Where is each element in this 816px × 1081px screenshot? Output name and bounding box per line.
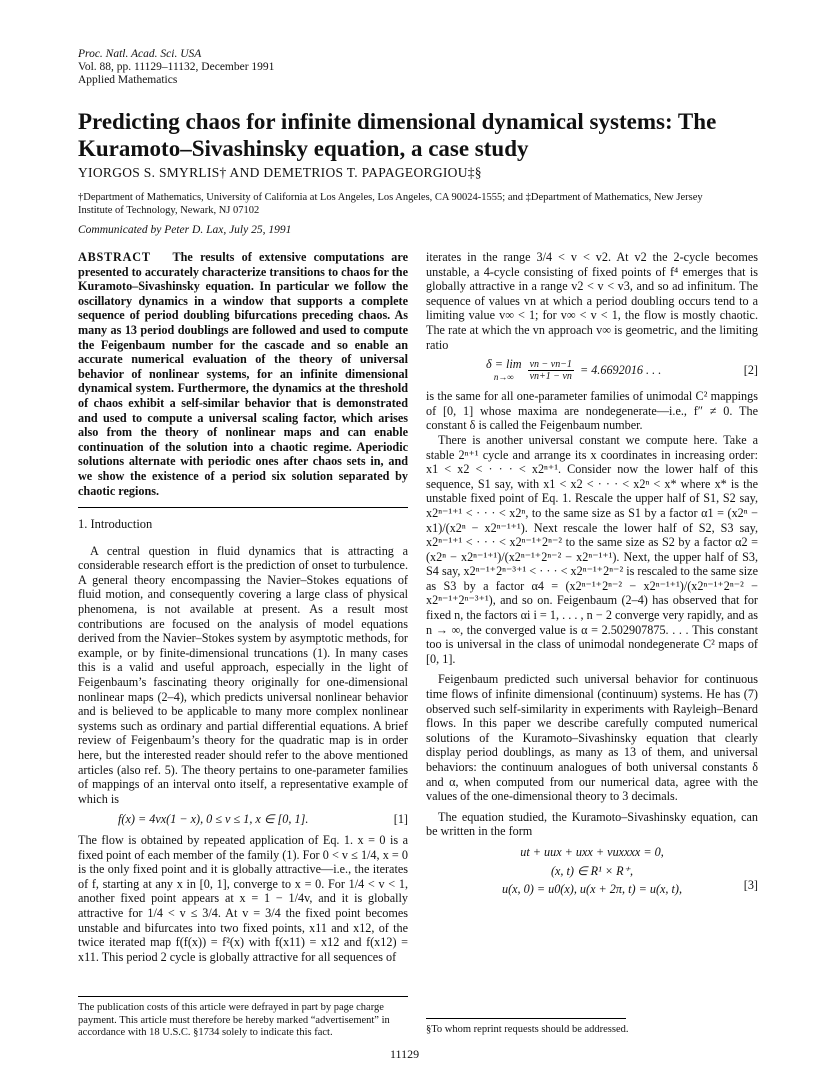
right-paragraph-4: Feigenbaum predicted such universal behavior for continuous time flows of infinite dimensional (continuum) systems. He has (7) observed such self-similarity in experiments with Rayleigh–Benard flows. In this paper we describe carefully computed numerical solutions of the Kuramoto–Sivashinsky equation that clearly display period doublings, as many as 13 of them, and universal behaviors: the continuum analogues of both universal constants δ and α, when computed from our numerical data, agree with the values of the one-dimensional theory to 3 decimals.	[426, 672, 758, 804]
journal-name: Proc. Natl. Acad. Sci. USA	[78, 48, 202, 60]
right-paragraph-2: is the same for all one-parameter families of unimodal C² mappings of [0, 1] whose maxima are nondegenerate—i.e., f″ ≠ 0. The constant δ is called the Feigenbaum number.	[426, 389, 758, 433]
intro-paragraph-2: The flow is obtained by repeated application of Eq. 1. x = 0 is a fixed point of each member of the family (1). For 0 < v ≤ 1/4, x = 0 is the only fixed point and it is globally attractive—i.e., the iterates of f, starting at any x in [0, 1], converge to x = 0. For 1/4 < v < 1, another fixed point appears at x = 1 − 1/4v, and it is globally attractive for 1/4 < v ≤ 3/4. At v = 3/4 the fixed point becomes unstable and bifurcates into two fixed points, x11 and x12, of the twice iterated map f(f(x)) = f²(x) with f(x11) = x12 and f(x12) = x11. This period 2 cycle is globally attractive for all sequences of	[78, 832, 408, 964]
equation-2-value: = 4.6692016 . . .	[579, 363, 662, 378]
abstract	[78, 250, 408, 498]
footnote-rule-right	[426, 1018, 626, 1019]
equation-2-limit-subscript: n→∞	[493, 372, 514, 383]
abstract-label: ABSTRACT	[78, 250, 151, 264]
authors: YIORGOS S. SMYRLIS† AND DEMETRIOS T. PAPAGEORGIOU‡§	[78, 165, 482, 180]
paper-title: Predicting chaos for infinite dimensional dynamical systems: The Kuramoto–Sivashinsky equation, a case study	[78, 109, 717, 161]
right-paragraph-5: The equation studied, the Kuramoto–Sivashinsky equation, can be written in the form	[426, 809, 758, 839]
abstract-text: The results of extensive computations are presented to accurately characterize transitions to chaos for the Kuramoto–Sivashinsky equation. In particular we follow the oscillatory dynamics in a window that supports a complete sequence of period doubling bifurcations preceding chaos. As many as 13 period doublings are followed and used to compute the Feigenbaum number for the cascade and so enable an accurate numerical evaluation of the theory of universal behavior of nonlinear systems, for an infinite dimensional dynamical system. Furthermore, the dynamics at the threshold of chaos exhibit a self-similar behavior that is demonstrated and used to compute a universal scaling factor, which arises also from the theory of nonlinear maps and can enable continuation of the solution into a chaotic regime. Aperiodic solutions alternate with periodic ones after chaos sets in, and we show the existence of a period six solution separated by chaotic regions.	[78, 250, 408, 498]
intro-paragraph-1: A central question in fluid dynamics that is attracting a considerable research effort is the prediction of onset to turbulence. A general theory encompassing the Navier–Stokes equations of fluid motion, and consequently covering a large class of physical phenomena, is not available at present. As a result most contributions are focused on the analysis of model equations derived from the Navier–Stokes system by asymptotic methods, for example, or by finite-dimensional truncations (1). In many cases this is a valid and useful approach, especially in the light of Feigenbaum’s fascinating theory originally for one-dimensional nonlinear maps (2–4), which predicts universal nonlinear behavior and is believed to be applicable to many more complex nonlinear systems such as ordinary and partial differential equations. A brief review of Feigenbaum’s theory for the quadratic map is in order here, but the interested reader should refer to the above mentioned articles (also ref. 5). The theory pertains to one-parameter families of mappings of an interval onto itself, a representative example of which is	[78, 543, 408, 806]
footnote-left: The publication costs of this article were defrayed in part by page charge payment. This article must therefore be hereby marked “advertisement” in accordance with 18 U.S.C. §1734 solely to indicate this fact.	[78, 1002, 390, 1038]
section-heading: 1. Introduction	[78, 517, 153, 532]
equation-1-body: f(x) = 4vx(1 − x), 0 ≤ v ≤ 1, x ∈ [0, 1].	[118, 812, 309, 827]
journal-section: Applied Mathematics	[78, 74, 178, 86]
left-column	[78, 250, 408, 964]
right-paragraph-3: There is another universal constant we compute here. Take a stable 2ⁿ⁺¹ cycle and arrange its x coordinates in increasing order: x1 < x2 < · · · < x2ⁿ⁺¹. Consider now the lower half of this sequence, S1 say, with x1 < x2 < · · · < x2ⁿ < x* where x* is the unstable fixed point of Eq. 1. Rescale the upper half of S1, S2 say, x2ⁿ⁻¹⁺¹ < · · · < x2ⁿ, to the same size as S1 by a factor α1 = (x2ⁿ − x1)/(x2ⁿ − x2ⁿ⁻¹⁺¹). Next rescale the lower half of S2, S3 say, x2ⁿ⁻¹⁺¹ < · · · < x2ⁿ⁻¹⁺2ⁿ⁻² to the same size as S2 by a factor α2 = (x2ⁿ − x2ⁿ⁻¹⁺¹)/(x2ⁿ⁻¹⁺2ⁿ⁻² − x2ⁿ⁻¹⁺¹). Next, the upper half of S3, S4 say, x2ⁿ⁻¹⁺2ⁿ⁻³⁺¹ < · · · < x2ⁿ⁻¹⁺2ⁿ⁻² is rescaled to the same size as S3 by a factor α4 = (x2ⁿ⁻¹⁺2ⁿ⁻² − x2ⁿ⁻¹⁺¹)/(x2ⁿ⁻¹⁺2ⁿ⁻² − x2ⁿ⁻¹⁺2ⁿ⁻³⁺¹), and so on. Feigenbaum (2–4) has observed that for fixed n, the factors αi i = 1, . . . , n − 2 converge very rapidly, and as n → ∞, the converged value is α = 2.502907875. . . . This constant too is universal in the class of unimodal nondegenerate C² maps of [0, 1].	[426, 432, 758, 666]
page-number: 11129	[390, 1047, 420, 1061]
equation-2-numerator: vn − vn−1	[529, 359, 572, 371]
right-column	[426, 250, 758, 901]
equation-2	[426, 358, 758, 383]
equation-3-line-2: (x, t) ∈ R¹ × R⁺,	[550, 863, 634, 878]
footnote-rule-left	[78, 996, 408, 997]
journal-header	[78, 48, 274, 87]
equation-2-lim: δ = lim	[486, 357, 522, 372]
affiliation: †Department of Mathematics, University of California at Los Angeles, Los Angeles, CA 90024-1555; and ‡Department of Mathematics, New Jersey Institute of Technology, Newark, NJ 07102	[78, 192, 703, 216]
footnote-right: §To whom reprint requests should be addressed.	[426, 1024, 629, 1035]
equation-1	[78, 812, 408, 827]
equation-2-fraction	[528, 359, 574, 382]
communicated-by: Communicated by Peter D. Lax, July 25, 1991	[78, 224, 292, 236]
equation-2-denominator: vn+1 − vn	[529, 371, 572, 383]
equation-3	[426, 845, 758, 897]
journal-volume: Vol. 88, pp. 11129–11132, December 1991	[78, 61, 275, 73]
right-paragraph-1: iterates in the range 3/4 < v < v2. At v2 the 2-cycle becomes unstable, a 4-cycle consisting of fixed points of f⁴ emerges that is globally attractive in a range v2 < v < v3, and so ad infinitum. The sequence of values vn at which a period doubling occurs tend to a limiting value v∞ < 1; for v∞ < v < 1, the flow is mostly chaotic. The rate at which the vn approach v∞ is geometric, and the limiting ratio	[426, 250, 758, 352]
equation-3-number: [3]	[743, 878, 758, 893]
equation-3-line-3: u(x, 0) = u0(x), u(x + 2π, t) = u(x, t),	[501, 882, 682, 897]
equation-3-line-1: ut + uux + uxx + νuxxxx = 0,	[520, 844, 664, 859]
section-divider	[78, 507, 408, 508]
equation-2-number: [2]	[743, 363, 758, 378]
equation-1-number: [1]	[393, 812, 408, 827]
